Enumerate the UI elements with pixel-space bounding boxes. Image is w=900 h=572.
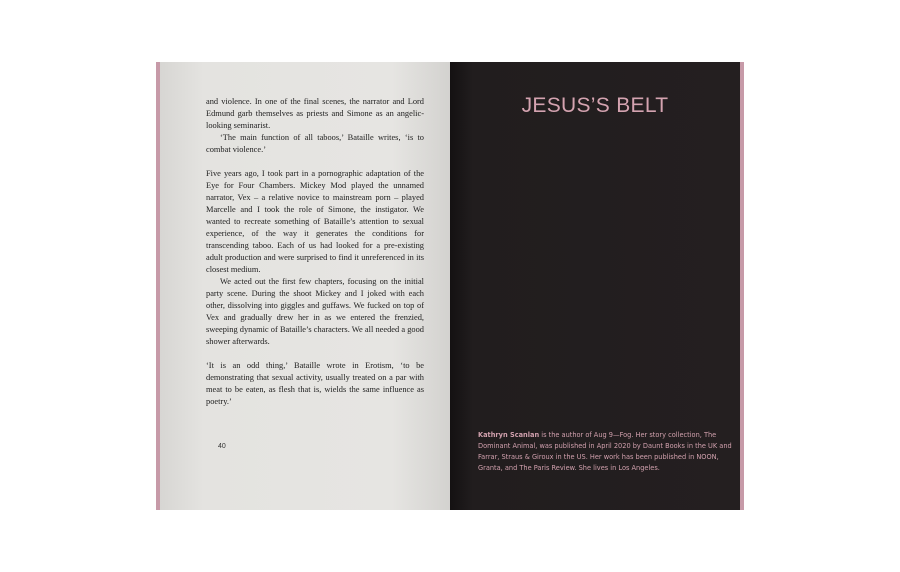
page-title: JESUS’S BELT bbox=[521, 94, 669, 117]
author-bio bbox=[478, 430, 732, 474]
right-page bbox=[450, 62, 740, 510]
paragraph: Five years ago, I took part in a pornographic adaptation of the Eye for Four Chambers. Mickey Mod played the unnamed narrator, Vex – a relative novice to mainstream porn – played Marcelle and I took the role of Simone, the instigator. We wanted to recreate something of Bataille’s attention to sexual experience, of the way it generates the conditions for transcending taboo. Each of us had looked for a pre-existing adult production and were surprised to find it unreferenced in its closest medium. bbox=[206, 169, 424, 274]
paragraph: We acted out the first few chapters, focusing on the initial party scene. During the shoot Mickey and I joked with each other, dissolving into giggles and guffaws. We fucked on top of Vex and gradually drew her in as we entered the frenzied, sweeping dynamic of Bataille’s characters. We all needed a good shower afterwards. bbox=[206, 277, 424, 346]
book-edge-right bbox=[740, 62, 744, 510]
essay-text bbox=[206, 96, 424, 408]
author-name: Kathryn Scanlan bbox=[478, 431, 540, 439]
paragraph: ‘It is an odd thing,’ Bataille wrote in Erotism, ‘to be demonstrating that sexual activity, usually treated on a par with meat to be eaten, as flesh that is, wields the same influence as poetry.’ bbox=[206, 361, 424, 406]
paragraph: and violence. In one of the final scenes, the narrator and Lord Edmund garb themselves as priests and Simone as an angelic-looking seminarist. bbox=[206, 97, 424, 130]
bio-text: is the author of Aug 9—Fog. Her story collection, The Dominant Animal, was published in April 2020 by Daunt Books in the UK and Farrar, Straus & Giroux in the US. Her work has been published in NOON, Granta, and The Paris Review. She lives in Los Angeles. bbox=[478, 431, 732, 472]
open-book bbox=[156, 62, 744, 510]
left-page bbox=[160, 62, 450, 510]
paragraph: ‘The main function of all taboos,’ Bataille writes, ‘is to combat violence.’ bbox=[206, 133, 424, 154]
page-number: 40 bbox=[218, 443, 226, 450]
